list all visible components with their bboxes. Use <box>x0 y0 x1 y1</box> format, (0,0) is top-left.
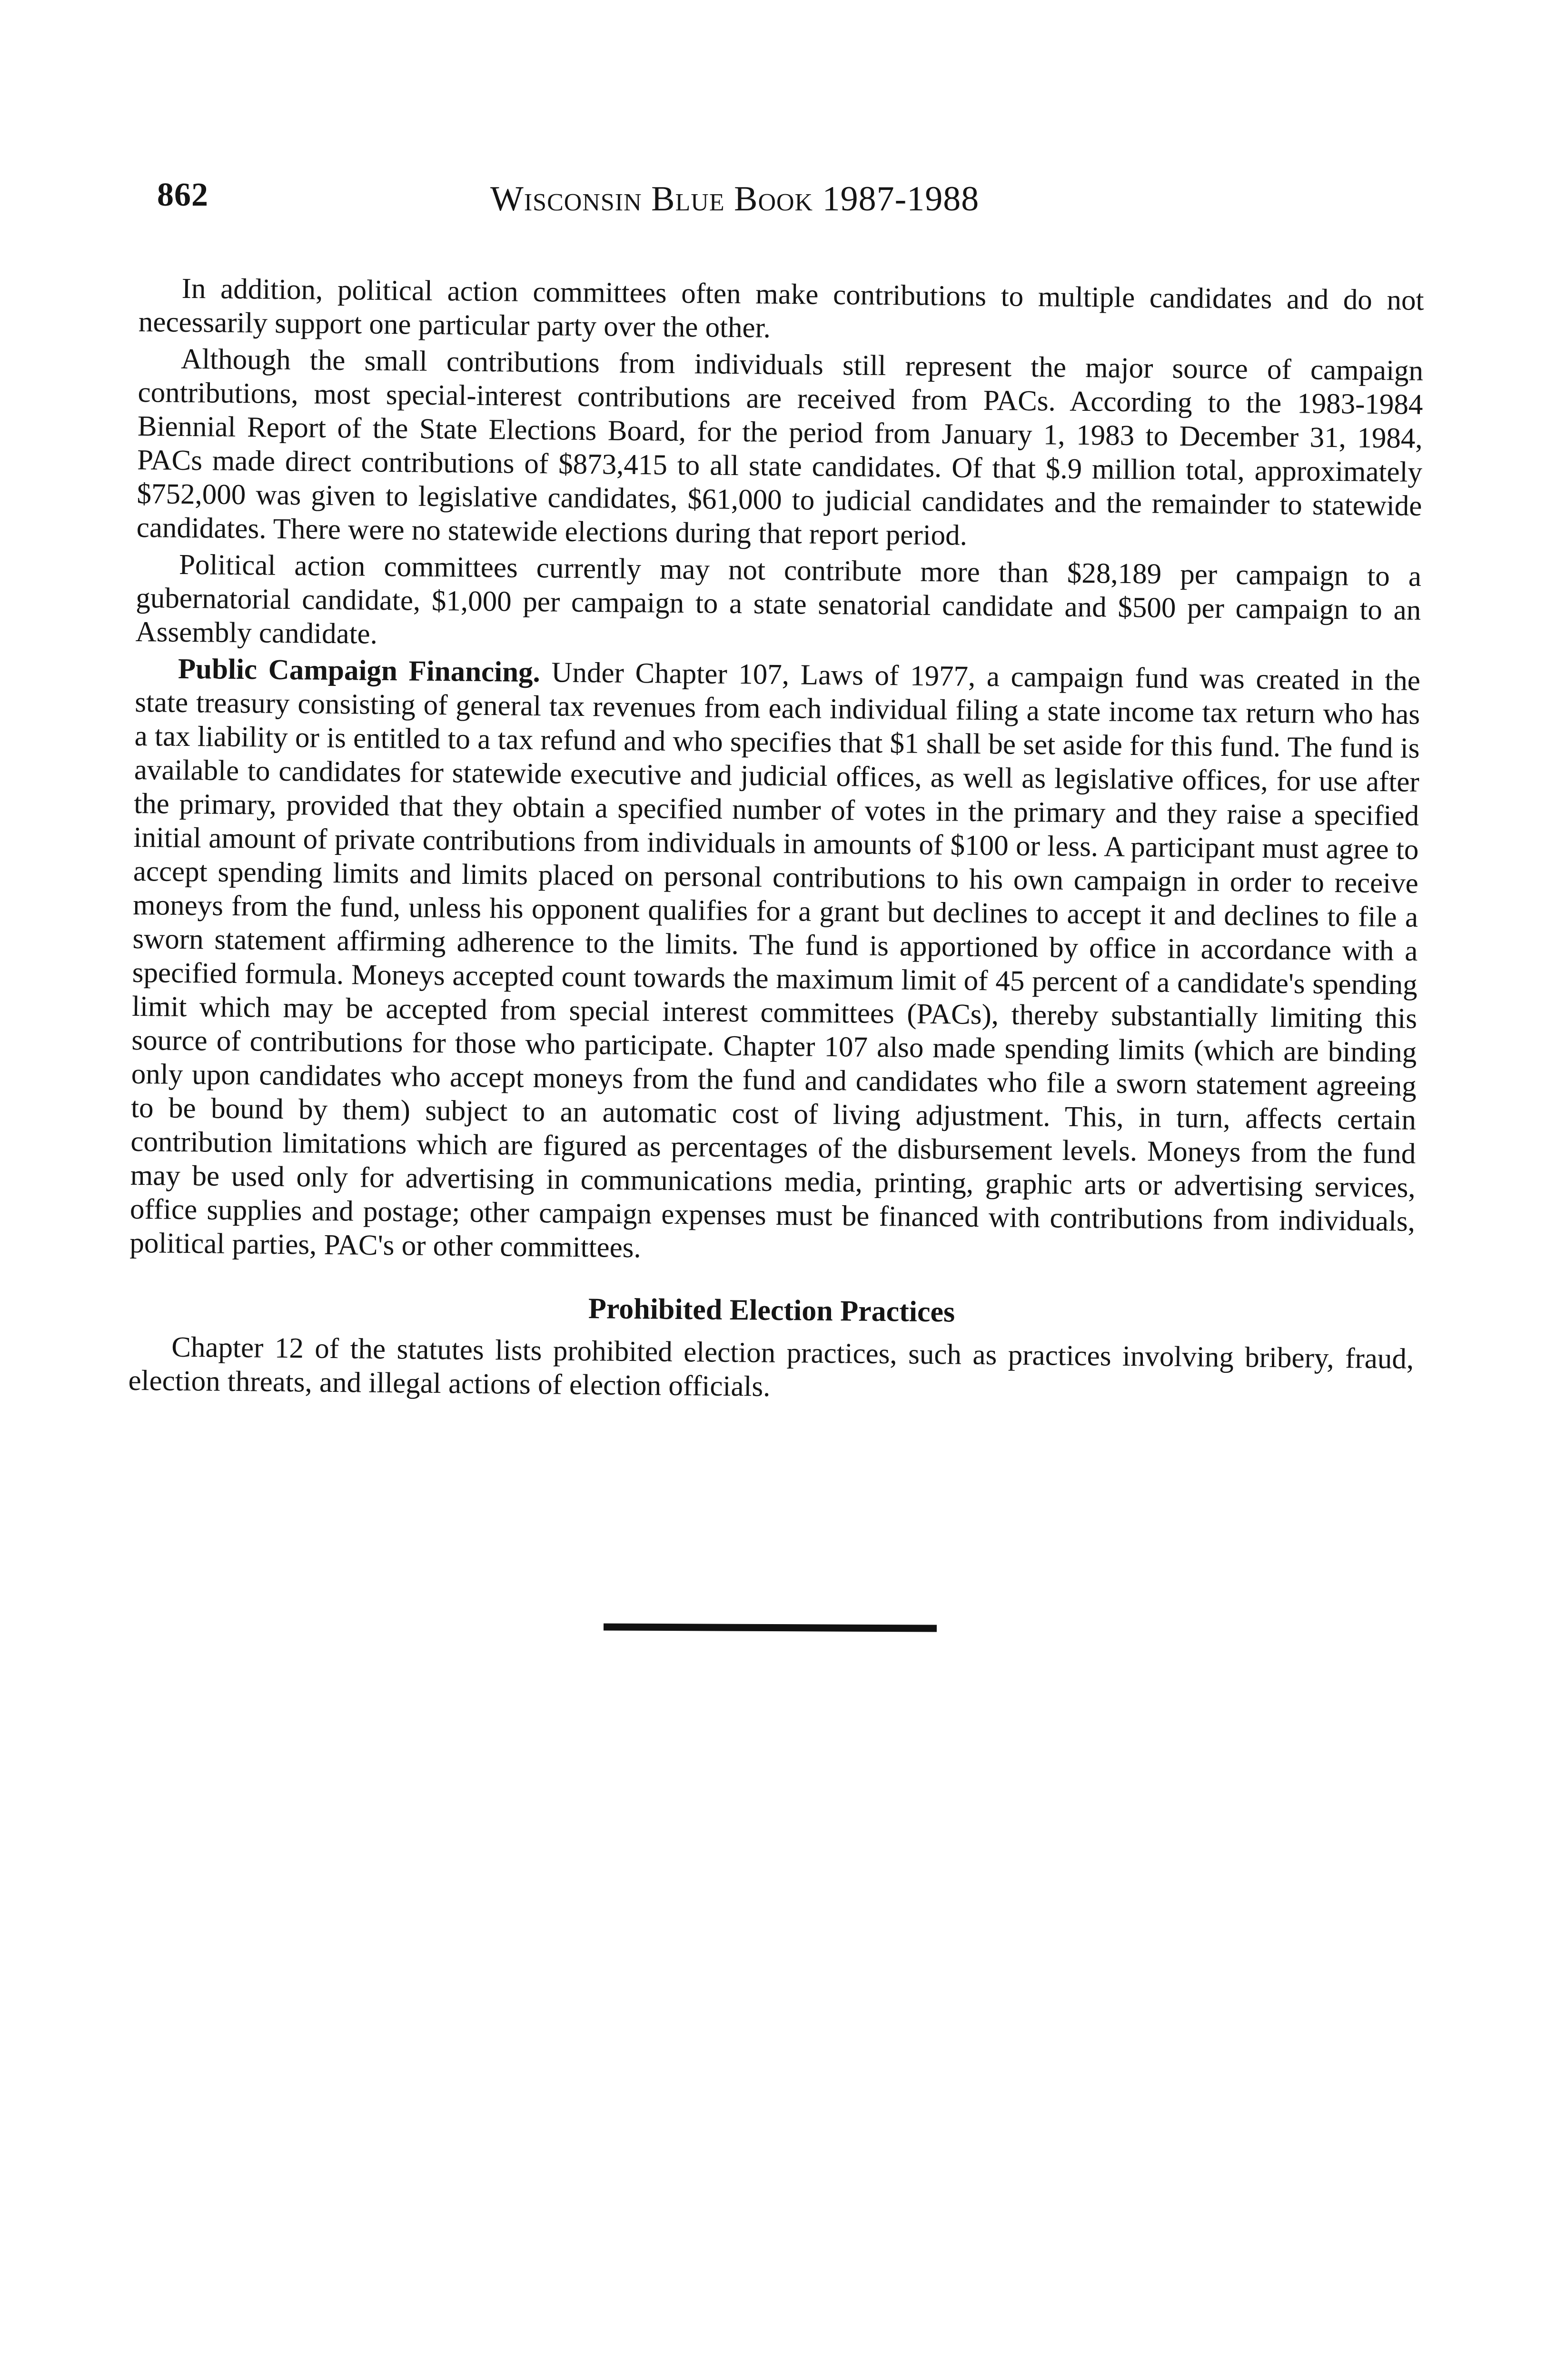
public-financing-heading: Public Campaign Financing. <box>178 653 541 689</box>
paragraph-public-financing <box>129 652 1420 1272</box>
paragraph-prohibited-practices: Chapter 12 of the statutes lists prohibited election practices, such as practices involving bribery, fraud, election threats, and illegal actions of election officials. <box>128 1331 1414 1403</box>
section-heading: Prohibited Election Practices <box>588 1292 955 1329</box>
page-header <box>143 176 1428 233</box>
end-rule <box>604 1623 937 1632</box>
running-title: Wisconsin Blue Book 1987-1988 <box>490 179 980 218</box>
body-text <box>128 271 1424 1413</box>
paragraph-contribution-sources: Although the small contributions from individuals still represent the major source of campaign contributions, most special-interest contributions are received from PACs. According to the 1983-1984 Biennial Report of the State Elections Board, for the period from January 1, 1983 to December 31, 1984, PACs made direct contributions of $873,415 to all state candidates. Of that $.9 million total, approximately $752,000 was given to legislative candidates, $61,000 to judicial candidates and the remainder to statewide candidates. There were no statewide elections during that report period. <box>136 343 1424 552</box>
page-number: 862 <box>157 177 208 213</box>
paragraph-pac-limits: Political action committees currently may not contribute more than $28,189 per campaign to a gubernatorial candidate, $1,000 per campaign to a state senatorial candidate and $500 per campaign to an Assembly candidate. <box>135 548 1422 650</box>
paragraph-pac-contributions: In addition, political action committees often make contributions to multiple candidates and do not necessarily support one particular party over the other. <box>138 272 1424 344</box>
public-financing-text: Under Chapter 107, Laws of 1977, a campaign fund was created in the state treasury consisting of general tax revenues from each individual filing a state income tax return who has a tax liability or is entitled to a tax refund and who specifies that $1 shall be set aside for this fund. The fund is available to candidates for statewide executive and judicial offices, as well as legislative offices, for use after the primary, provided that they obtain a specified number of votes in the primary and they raise a specified initial amount of private contributions from individuals in amounts of $100 or less. A participant must agree to accept spending limits and limits placed on personal contributions to his own campaign in order to receive moneys from the fund, unless his opponent qualifies for a grant but declines to accept it and declines to file a sworn statement affirming adherence to the limits. The fund is apportioned by office in accordance with a specified formula. Moneys accepted count towards the maximum limit of 45 percent of a candidate's spending limit which may be accepted from special interest committees (PACs), thereby substantially limiting this source of contributions for those who participate. Chapter 107 also made spending limits (which are binding only upon candidates who accept moneys from the fund and candidates who file a sworn statement agreeing to be bound by them) subject to an automatic cost of living adjustment. This, in turn, affects certain contribution limitations which are figured as percentages of the disbursement levels. Moneys from the fund may be used only for advertising in communications media, printing, graphic arts or advertising services, office supplies and postage; other campaign expenses must be financed with contributions from individuals, political parties, PAC's or other committees. <box>129 656 1421 1264</box>
